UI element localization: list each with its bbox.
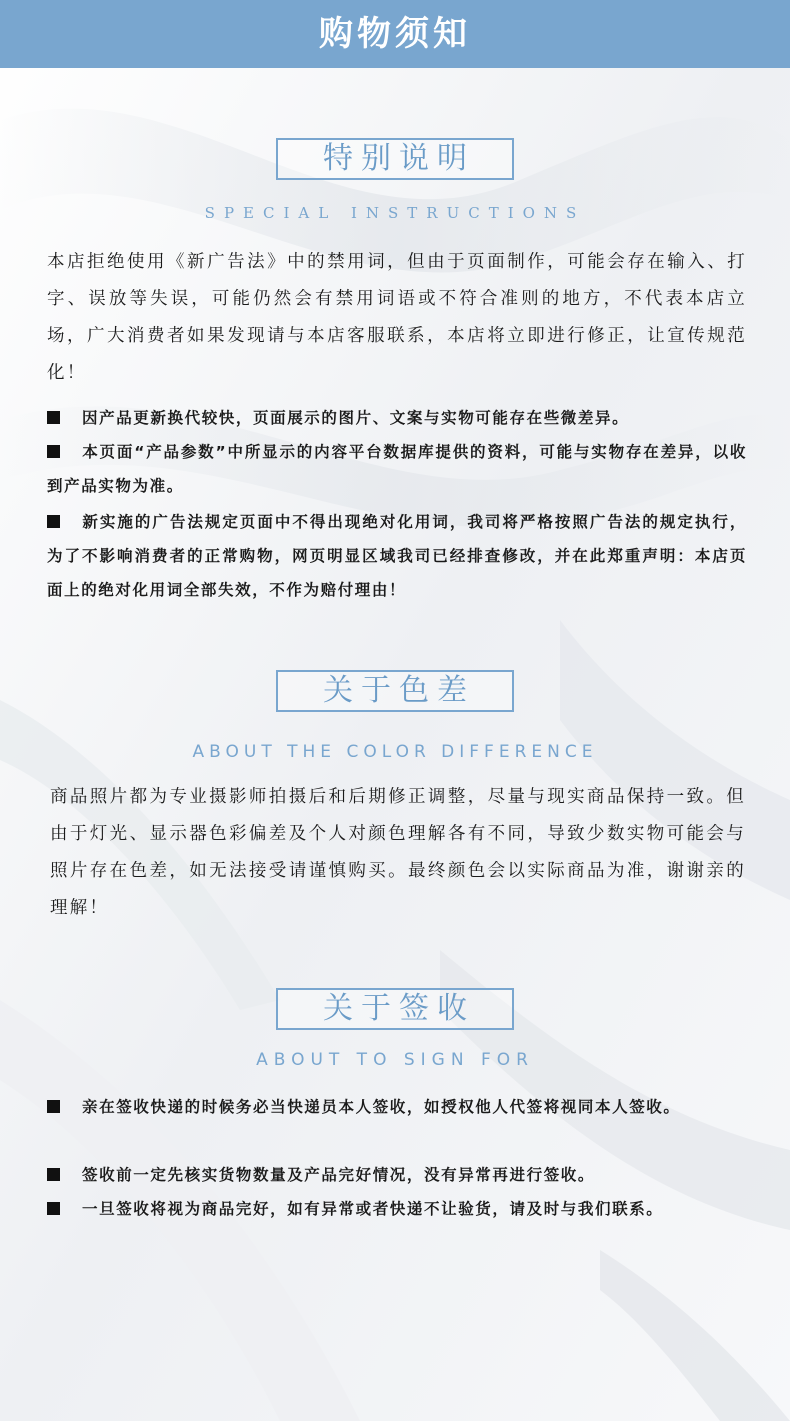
section-title-box (276, 138, 514, 180)
bullet-square-icon (47, 445, 60, 458)
bullet-square-icon (47, 515, 60, 528)
bullet-square-icon (47, 1168, 60, 1181)
section-subtitle: SPECIAL INSTRUCTIONS (204, 204, 586, 222)
list-item: 新实施的广告法规定页面中不得出现绝对化用词，我司将严格按照广告法的规定执行，为了不影响消费者的正常购物，网页明显区域我司已经排查修改，并在此郑重声明：本店页面上的绝对化用词全部失效，不作为赔付理由！ (47, 513, 747, 599)
section-title: 关于色差 (323, 673, 475, 708)
list-item: 本页面“产品参数”中所显示的内容平台数据库提供的资料，可能与实物存在差异，以收到产品实物为准。 (47, 443, 747, 495)
bullet-square-icon (47, 411, 60, 424)
section-paragraph: 本店拒绝使用《新广告法》中的禁用词，但由于页面制作，可能会存在输入、打字、误放等失误，可能仍然会有禁用词语或不符合准则的地方，不代表本店立场，广大消费者如果发现请与本店客服联系，本店将立即进行修正，让宣传规范化！ (47, 252, 747, 383)
section-title: 特别说明 (323, 141, 475, 176)
page-header (0, 0, 790, 68)
section-subtitle: ABOUT TO SIGN FOR (256, 1050, 534, 1070)
section-title-box (276, 988, 514, 1030)
bullet-square-icon (47, 1100, 60, 1113)
bullet-square-icon (47, 1202, 60, 1215)
list-item: 签收前一定先核实货物数量及产品完好情况，没有异常再进行签收。 (47, 1158, 747, 1192)
list-item: 因产品更新换代较快，页面展示的图片、文案与实物可能存在些微差异。 (47, 401, 747, 435)
page-title: 购物须知 (319, 14, 471, 54)
section-paragraph: 商品照片都为专业摄影师拍摄后和后期修正调整，尽量与现实商品保持一致。但由于灯光、显示器色彩偏差及个人对颜色理解各有不同，导致少数实物可能会与照片存在色差，如无法接受请谨慎购买。最终颜色会以实际商品为准，谢谢亲的理解！ (50, 787, 746, 918)
section-title: 关于签收 (323, 991, 475, 1026)
section-title-box (276, 670, 514, 712)
section-subtitle: ABOUT THE COLOR DIFFERENCE (192, 742, 598, 762)
list-item: 一旦签收将视为商品完好，如有异常或者快递不让验货，请及时与我们联系。 (47, 1192, 747, 1226)
list-item: 亲在签收快递的时候务必当快递员本人签收，如授权他人代签将视同本人签收。 (47, 1090, 747, 1124)
